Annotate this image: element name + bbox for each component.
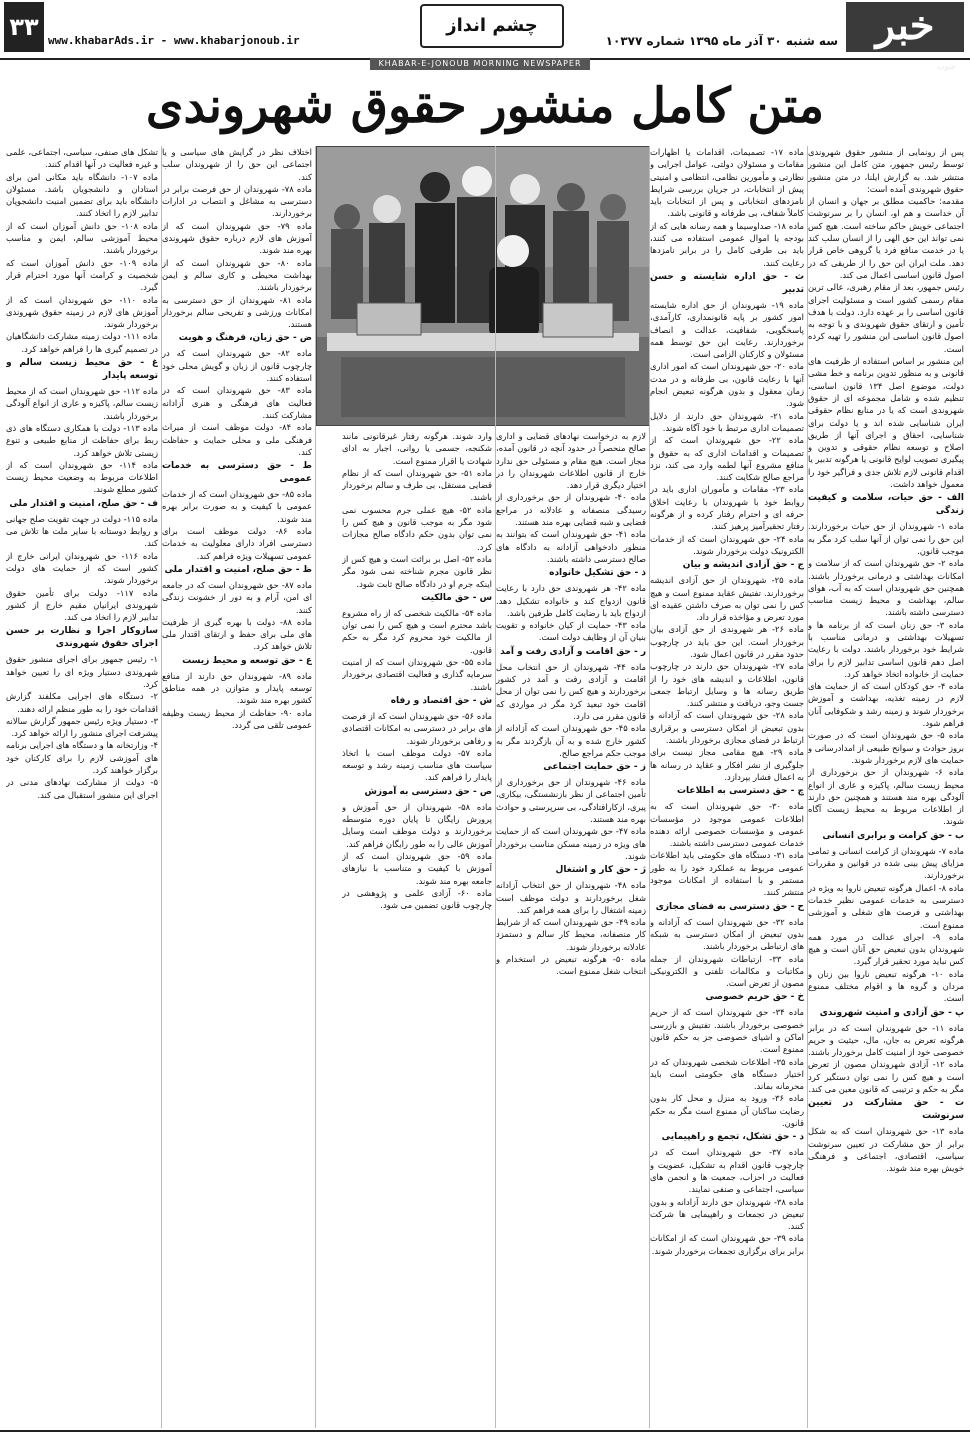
bottom-rule	[0, 1430, 970, 1432]
article-paragraph: ماده ۶۰- آزادی علمی و پژوهشی در چارچوب قانون تضمین می شود.	[342, 887, 492, 911]
text-column-2	[650, 146, 804, 1428]
section-subheading: پ - حق آزادی و امنیت شهروندی	[819, 1007, 964, 1018]
article-paragraph: ماده ۴۲- هر شهروندی حق دارد با رعایت قانون ازدواج کند و خانواده تشکیل دهد. ازدواج باید با رضایت کامل طرفین باشد.	[496, 583, 646, 618]
section-subheading: د - حق تشکل، تجمع و راهپیمایی	[661, 1132, 804, 1143]
text-column-5	[162, 146, 312, 1428]
article-paragraph: ماده ۱۳- حق شهروندان است که به شکل برابر از حق مشارکت در تعیین سرنوشت سیاسی، اقتصادی، اجتماعی و فرهنگی خویش بهره مند شوند.	[808, 1126, 964, 1174]
article-paragraph: ماده ۵۵- حق شهروندان است که از امنیت سرمایه گذاری و فعالیت اقتصادی برخوردار باشند.	[342, 657, 492, 692]
english-name-strip: KHABAR-E-JONOUB MORNING NEWSPAPER	[370, 58, 590, 70]
article-paragraph: ماده ۵۷- دولت موظف است با اتخاذ سیاست های مناسب زمینه رشد و توسعه پایدار را فراهم کند.	[342, 747, 492, 783]
article-paragraph: ماده ۲۷- شهروندان حق دارند در چارچوب قانون، اطلاعات و اندیشه های خود را از طریق رسانه ها و وسایل ارتباط جمعی جست وجو، دریافت و منتشر کنند.	[650, 661, 804, 709]
article-paragraph: ماده ۴۷- حق شهروندان است که از حمایت های ویژه در زمینه مسکن مناسب برخوردار شوند.	[496, 826, 646, 861]
column-divider	[315, 146, 316, 1428]
article-paragraph: ماده ۳- حق زنان است که از برنامه ها و تسهیلات بهداشتی و درمانی مناسب با شرایط خود برخوردار باشند. دولت با رعایت اصل دهم قانون اساسی تدابیر لازم را برای حمایت از خانواده اتخاذ خواهد کرد.	[808, 619, 964, 679]
section-subheading: ض - حق زبان، فرهنگ و هویت	[178, 333, 312, 344]
section-subheading: ث - حق اداره شایسته و حسن تدبیر	[650, 271, 804, 295]
section-subheading: ص - حق دسترسی به آموزش	[364, 786, 492, 797]
section-subheading: ف - حق صلح، امنیت و اقتدار ملی	[9, 498, 158, 509]
article-paragraph: ماده ۲۸- حق شهروندان است که آزادانه و بدون تبعیض از امکان دسترسی و برقراری ارتباط در فضای مجازی برخوردار باشند.	[650, 710, 804, 746]
article-paragraph: ماده ۱۱۷- دولت برای تأمین حقوق شهروندی ایرانیان مقیم خارج از کشور تدابیر لازم را اتخاذ می کند.	[6, 587, 158, 623]
article-paragraph: رئیس جمهور، بعد از مقام رهبری، عالی ترین مقام رسمی کشور است و مسئولیت اجرای قانون اساسی را بر عهده دارد. دولت با هدف تأمین و ارتقای حقوق شهروندی و با توجه به اصول قانون اساسی این منشور را تهیه کرده است.	[808, 282, 964, 354]
article-paragraph: این منشور بر اساس استفاده از ظرفیت های قانونی و به منظور تدوین برنامه و خط مشی دولت، موضوع اصل ۱۳۴ قانون اساسی، تنظیم شده و شامل مجموعه ای از حقوق شهروندی است که یا در منابع نظام حقوقی ایران شناسایی شده اند و یا دولت برای شناسایی، احقاق و اجرای آنها از طریق اصلاح و توسعه نظام حقوقی و تدوین و پیگیری تصویب لوایح قانونی یا هرگونه تدبیر یا اقدام قانونی لازم تلاش جدی و فراگیر خود را معمول خواهد داشت.	[808, 356, 964, 490]
page-number: ۳۳	[4, 2, 44, 52]
article-paragraph: ماده ۷۹- حق شهروندان است که از آموزش های لازم درباره حقوق شهروندی بهره مند شوند.	[162, 220, 312, 256]
article-paragraph: ماده ۲۳- مقامات و مأموران اداری باید در روابط خود با شهروندان با رعایت اخلاق حرفه ای و احترام رفتار کرده و از هرگونه رفتار تحقیرآمیز پرهیز کنند.	[650, 484, 804, 532]
article-paragraph: ۵- دولت از مشارکت نهادهای مدنی در اجرای این منشور استقبال می کند.	[6, 777, 158, 800]
section-subheading: ش - حق اقتصاد و رفاه	[390, 695, 492, 706]
article-paragraph: ماده ۸- اعمال هرگونه تبعیض ناروا به ویژه در دسترسی به خدمات عمومی نظیر خدمات بهداشتی و فرصت های شغلی و آموزشی ممنوع است.	[808, 882, 964, 930]
article-paragraph: ماده ۸۵- حق شهروندان است که از خدمات عمومی با کیفیت و به صورت برابر بهره مند شوند.	[162, 489, 312, 524]
logo-text: خبر	[875, 2, 935, 49]
section-subheading: ب - حق کرامت و برابری انسانی	[822, 830, 964, 841]
section-subheading: غ - حق محیط زیست سالم و توسعه پایدار	[6, 358, 158, 382]
section-subheading: ز - حق حمایت اجتماعی	[543, 762, 646, 773]
article-paragraph: ۴- وزارتخانه ها و دستگاه های اجرایی برنامه های آموزشی لازم را برای کارکنان خود برگزار خواهند کرد.	[6, 740, 158, 776]
article-paragraph: ماده ۸۸- دولت با بهره گیری از ظرفیت های ملی برای حفظ و ارتقای اقتدار ملی تلاش خواهد کرد.	[162, 616, 312, 652]
article-paragraph: ۳- دستیار ویژه رئیس جمهور گزارش سالانه پیشرفت اجرای منشور را ارائه خواهد کرد.	[6, 715, 158, 739]
article-paragraph: ماده ۱۲- آزادی شهروندان مصون از تعرض است و هیچ کس را نمی توان دستگیر کرد مگر به حکم و ترتیبی که قانون معین می کند.	[808, 1059, 964, 1095]
photo-illustration	[317, 147, 649, 425]
website-urls[interactable]: www.khabarAds.ir - www.khabarjonoub.ir	[48, 34, 300, 47]
article-paragraph: ماده ۸۲- حق شهروندان است که در چارچوب قانون از زبان و گویش محلی خود استفاده کنند.	[162, 348, 312, 384]
section-subheading: س - حق مالکیت	[421, 592, 492, 603]
article-paragraph: ماده ۹- اجرای عدالت در مورد همه شهروندان بدون تبعیض حق آنان است و هیچ کس نباید مورد تحقیر قرار گیرد.	[808, 931, 964, 967]
article-paragraph: تشکل های صنفی، سیاسی، اجتماعی، علمی و غیره فعالیت در آنها اقدام کنند.	[6, 147, 158, 170]
article-paragraph: ماده ۴۳- حمایت از کیان خانواده و تقویت بنیان آن از وظایف دولت است.	[496, 620, 646, 643]
newspaper-logo[interactable]	[846, 2, 964, 71]
article-paragraph: ماده ۴۴- شهروندان از حق انتخاب محل اقامت و آزادی رفت و آمد در کشور برخوردارند و هیچ کس را نمی توان از محل اقامت خود تبعید کرد مگر در مواردی که قانون مقرر می دارد.	[496, 661, 646, 721]
text-column-6	[6, 146, 158, 1428]
text-column-4	[342, 430, 492, 1428]
article-paragraph: ماده ۳۳- ارتباطات شهروندان از جمله مکاتبات و مکالمات تلفنی و الکترونیکی مصون از تعرض است.	[650, 953, 804, 989]
section-subheading: ت - حق مشارکت در تعیین سرنوشت	[808, 1098, 964, 1122]
article-paragraph: ماده ۵۳- اصل بر برائت است و هیچ کس از نظر قانون مجرم شناخته نمی شود مگر اینکه جرم او در دادگاه صالح ثابت شود.	[342, 553, 492, 589]
article-paragraph: ماده ۳۲- حق شهروندان است که آزادانه و بدون تبعیض از امکان دسترسی به شبکه های ارتباطی برخوردار باشند.	[650, 916, 804, 952]
article-paragraph: ماده ۱۸- صداوسیما و همه رسانه هایی که از بودجه یا اموال عمومی استفاده می کنند، باید بی طرفی کامل را در برابر نامزدها رعایت کنند.	[650, 220, 804, 268]
article-paragraph: ماده ۸۱- شهروندان از حق دسترسی به امکانات ورزشی و تفریحی سالم برخوردار هستند.	[162, 294, 312, 330]
article-paragraph: ماده ۱۱۱- دولت زمینه مشارکت دانشگاهیان در تصمیم گیری ها را فراهم خواهد کرد.	[6, 331, 158, 354]
text-column-3	[496, 430, 646, 1428]
section-subheading: ج - حق آزادی اندیشه و بیان	[682, 560, 804, 571]
article-paragraph: ماده ۵۴- مالکیت شخصی که از راه مشروع باشد محترم است و هیچ کس را نمی توان از مالکیت خود محروم کرد مگر به حکم قانون.	[342, 607, 492, 655]
article-paragraph: ماده ۱۱۴- حق شهروندان است که از اطلاعات مربوط به وضعیت محیط زیست کشور مطلع شوند.	[6, 459, 158, 495]
article-paragraph: ماده ۴۰- شهروندان از حق برخورداری از رسیدگی منصفانه و عادلانه در مراجع قضایی و شبه قضایی بهره مند هستند.	[496, 492, 646, 528]
article-paragraph: ماده ۴۶- شهروندان از حق برخورداری از تأمین اجتماعی از نظر بازنشستگی، بیکاری، پیری، ازکارافتادگی، بی سرپرستی و حوادث بهره مند هستند.	[496, 777, 646, 825]
article-paragraph: ماده ۵۹- حق شهروندان است که از آموزش با کیفیت و متناسب با نیازهای جامعه بهره مند شوند.	[342, 850, 492, 886]
article-paragraph: ماده ۳۵- اطلاعات شخصی شهروندان که در اختیار دستگاه های حکومتی است باید محرمانه بماند.	[650, 1056, 804, 1092]
article-paragraph: ماده ۵- حق شهروندان است که در صورت بروز حوادث و سوانح طبیعی از امدادرسانی و حمایت های لازم برخوردار شوند.	[808, 730, 964, 765]
article-paragraph: ماده ۱۷- تصمیمات، اقدامات یا اظهارات مقامات و مسئولان دولتی، عوامل اجرایی و نظارتی و مأمورین نظامی، انتظامی و امنیتی پیش از انتخابات، در جریان بررسی شرایط نامزدهای انتخاباتی و پس از انتخابات باید کاملاً شفاف، بی طرفانه و قانونی باشد.	[650, 147, 804, 219]
article-paragraph: ماده ۳۴- حق شهروندان است که از حریم خصوصی برخوردار باشند. تفتیش و بازرسی اماکن و اشیای خصوصی جز به حکم قانون ممنوع است.	[650, 1007, 804, 1055]
article-paragraph: ماده ۳۸- شهروندان حق دارند آزادانه و بدون تبعیض در تجمعات و راهپیمایی ها شرکت کنند.	[650, 1196, 804, 1232]
article-paragraph: ماده ۱۹- شهروندان از حق اداره شایسته امور کشور بر پایه قانونمداری، کارآمدی، پاسخگویی، شفافیت، عدالت و انصاف برخوردارند. رعایت این حق توسط همه مسئولان و کارکنان الزامی است.	[650, 299, 804, 360]
section-subheading: ط - حق دسترسی به خدمات عمومی	[162, 461, 312, 485]
article-paragraph: ماده ۸۷- حق شهروندان است که در جامعه ای امن، آرام و به دور از خشونت زندگی کنند.	[162, 579, 312, 615]
article-paragraph: ماده ۳۰- حق شهروندان است که به اطلاعات عمومی موجود در مؤسسات عمومی و مؤسسات خصوصی ارائه دهنده خدمات عمومی دسترسی داشته باشند.	[650, 801, 804, 849]
article-paragraph: ماده ۲۵- شهروندان از حق آزادی اندیشه برخوردارند. تفتیش عقاید ممنوع است و هیچ کس را نمی توان به صرف داشتن عقیده ای مورد تعرض و مؤاخذه قرار داد.	[650, 575, 804, 623]
article-paragraph: ماده ۱- شهروندان از حق حیات برخوردارند. این حق را نمی توان از آنها سلب کرد مگر به موجب قانون.	[808, 521, 964, 556]
article-paragraph: ماده ۱۰۹- حق دانش آموزان است که شخصیت و کرامت آنها مورد احترام قرار گیرد.	[6, 257, 158, 293]
article-paragraph: ماده ۴۹- حق شهروندان است که از شرایط کار منصفانه، محیط کار سالم و دستمزد عادلانه برخوردار شوند.	[496, 917, 646, 952]
article-paragraph: ماده ۶- شهروندان از حق برخورداری از محیط زیست سالم، پاکیزه و عاری از انواع آلودگی بهره مند هستند و همچنین حق دارند از اطلاعات مربوط به محیط زیست آگاه شوند.	[808, 767, 964, 827]
section-subheading: چ - حق دسترسی به اطلاعات	[677, 786, 804, 797]
article-paragraph: ماده ۲۶- هر شهروندی از حق آزادی بیان برخوردار است. این حق باید در چارچوب حدود مقرر در قانون اعمال شود.	[650, 624, 804, 659]
article-paragraph: ماده ۷۸- شهروندان از حق فرصت برابر در دسترسی به مشاغل و انتصاب در ادارات برخوردارند.	[162, 183, 312, 219]
article-paragraph: ماده ۴۵- حق شهروندان است که آزادانه از کشور خارج شده و به آن بازگردند مگر به موجب حکم مراجع صالح.	[496, 723, 646, 758]
section-subheading: ذ - حق تشکیل خانواده	[549, 568, 646, 579]
article-paragraph: ماده ۳۱- دستگاه های حکومتی باید اطلاعات عمومی مربوط به عملکرد خود را به طور مستمر و با استفاده از امکانات موجود منتشر کنند.	[650, 850, 804, 898]
section-subheading: سازوکار اجرا و نظارت بر حسن اجرای حقوق شهروندی	[6, 626, 158, 650]
article-paragraph: ماده ۲۲- حق شهروندان است که از تصمیمات و اقدامات اداری که به حقوق و منافع مشروع آنها لطمه وارد می کند، نزد مراجع صالح شکایت کنند.	[650, 435, 804, 483]
article-paragraph: ماده ۳۷- حق شهروندان است که در چارچوب قانون اقدام به تشکیل، عضویت و فعالیت در احزاب، جمعیت ها و انجمن های سیاسی، اجتماعی و صنفی نمایند.	[650, 1147, 804, 1195]
article-paragraph: ماده ۱۰- هرگونه تبعیض ناروا بین زنان و مردان و گروه ها و اقوام مختلف ممنوع است.	[808, 968, 964, 1004]
article-paragraph: ۲- دستگاه های اجرایی مکلفند گزارش اقدامات خود را به طور منظم ارائه دهند.	[6, 691, 158, 714]
article-paragraph: ماده ۲۱- شهروندان حق دارند از دلایل تصمیمات اداری مرتبط با خود آگاه شوند.	[650, 410, 804, 433]
article-paragraph: ماده ۸۹- شهروندان حق دارند از منافع توسعه پایدار و متوازن در همه مناطق کشور بهره مند شوند.	[162, 670, 312, 706]
section-subheading: ر - حق اقامت و آزادی رفت و آمد	[500, 646, 646, 657]
ceremony-photo	[316, 146, 650, 426]
article-paragraph: وارد شوند. هرگونه رفتار غیرقانونی مانند شکنجه، جسمی یا روانی، اجبار به ادای شهادت یا اقرار ممنوع است.	[342, 431, 492, 466]
issue-date-line: سه شنبه ۳۰ آذر ماه ۱۳۹۵ شماره ۱۰۳۷۷	[605, 34, 838, 48]
article-paragraph: ماده ۸۴- دولت موظف است از میراث فرهنگی ملی و محلی حمایت و حفاظت کند.	[162, 422, 312, 457]
article-paragraph: مقدمه: حاکمیت مطلق بر جهان و انسان از آن خداست و هم او، انسان را بر سرنوشت اجتماعی خویش حاکم ساخته است. هیچ کس نمی تواند این حق الهی را از انسان سلب کند یا در خدمت منافع فرد یا گروهی خاص قرار دهد. ملت ایران این حق را از طریقی که در اصول قانون اساسی اعمال می کند.	[808, 196, 964, 280]
article-paragraph: ماده ۴۱- حق شهروندان است که بتوانند به منظور دادخواهی آزادانه به دادگاه های صالح دسترسی داشته باشند.	[496, 529, 646, 564]
section-subheading: خ - حق حریم خصوصی	[705, 992, 804, 1003]
article-paragraph: ماده ۱۱۵- دولت در جهت تقویت صلح جهانی و روابط دوستانه با سایر ملت ها تلاش می کند.	[6, 513, 158, 549]
article-paragraph: ماده ۳۶- ورود به منزل و محل کار بدون رضایت ساکنان آن ممنوع است مگر به حکم قانون.	[650, 1093, 804, 1129]
article-paragraph: ماده ۵۲- هیچ عملی جرم محسوب نمی شود مگر به موجب قانون و هیچ کس را نمی توان بدون حکم دادگاه صالح مجازات کرد.	[342, 504, 492, 552]
article-paragraph: ماده ۵۰- هرگونه تبعیض در استخدام و انتخاب شغل ممنوع است.	[496, 953, 646, 977]
article-paragraph: ماده ۴- حق کودکان است که از حمایت های لازم در زمینه تغذیه، بهداشت و آموزش برخوردار شوند و زمینه رشد و شکوفایی آنان فراهم شود.	[808, 681, 964, 729]
article-paragraph: پس از رونمایی از منشور حقوق شهروندی توسط رئیس جمهور، متن کامل این منشور منتشر شد. به گزارش ایلنا، در متن منشور حقوق شهروندی آمده است:	[808, 147, 964, 194]
logo-subtitle: جنوب	[936, 61, 956, 71]
article-paragraph: ماده ۱۱۲- حق شهروندان است که از محیط زیست سالم، پاکیزه و عاری از انواع آلودگی برخوردار باشند.	[6, 386, 158, 421]
article-paragraph: ماده ۵۶- حق شهروندان است که از فرصت های برابر در دسترسی به امکانات اقتصادی و رفاهی برخوردار شوند.	[342, 710, 492, 746]
section-subheading: ژ - حق کار و اشتغال	[555, 865, 646, 876]
article-paragraph: ماده ۲۰- حق شهروندان است که امور اداری آنها با رعایت قانون، بی طرفانه و در مدت زمان معقول و بدون هرگونه تبعیض انجام شود.	[650, 361, 804, 409]
article-paragraph: ماده ۷- شهروندان از کرامت انسانی و تمامی مزایای پیش بینی شده در قوانین و مقررات برخوردارند.	[808, 845, 964, 881]
article-paragraph: ماده ۵۱- حق شهروندان است که از نظام قضایی مستقل، بی طرف و سالم برخوردار باشند.	[342, 467, 492, 503]
article-paragraph: ماده ۲- حق شهروندان است که از سلامت و امکانات بهداشتی و درمانی برخوردار باشند. همچنین حق شهروندان است که به آب، هوای سالم، بهداشت و محیط زیست مناسب دسترسی داشته باشند.	[808, 558, 964, 618]
article-paragraph: ماده ۵۸- شهروندان از حق آموزش و پرورش رایگان تا پایان دوره متوسطه برخوردارند و دولت موظف است وسایل آموزش عالی را به طور رایگان فراهم کند.	[342, 801, 492, 849]
section-subheading: ع - حق توسعه و محیط زیست	[182, 655, 312, 666]
article-paragraph: اختلاف نظر در گرایش های سیاسی و یا اجتماعی این حق را از شهروندان سلب کند.	[162, 147, 312, 182]
article-paragraph: ماده ۹۰- حفاظت از محیط زیست وظیفه عمومی تلقی می گردد.	[162, 707, 312, 730]
text-column-1	[808, 146, 964, 1428]
article-paragraph: ماده ۱۰۸- حق دانش آموزان است که از محیط آموزشی سالم، ایمن و مناسب برخوردار باشند.	[6, 220, 158, 256]
section-title: چشم انداز	[420, 4, 564, 48]
article-paragraph: لازم به درخواست نهادهای قضایی و اداری صالح منحصراً در حدود آنچه در قانون آمده، مجاز است. هیچ مقام و مسئولی حق ندارد خارج از قانون اطلاعات شهروندان را در اختیار دیگری قرار دهد.	[496, 431, 646, 491]
article-paragraph: ماده ۱۱۰- حق شهروندان است که از آموزش های لازم در زمینه حقوق شهروندی برخوردار شوند.	[6, 294, 158, 330]
article-paragraph: ماده ۳۹- حق شهروندان است که از امکانات برابر برای برگزاری تجمعات برخوردار شوند.	[650, 1233, 804, 1256]
article-paragraph: ۱- رئیس جمهور برای اجرای منشور حقوق شهروندی دستیار ویژه ای را تعیین خواهد کرد.	[6, 654, 158, 689]
article-paragraph: ماده ۲۹- هیچ مقامی مجاز نیست برای جلوگیری از نشر افکار و عقاید در رسانه ها به اعمال فشار بپردازد.	[650, 747, 804, 782]
article-paragraph: ماده ۲۴- حق شهروندان است که از خدمات الکترونیک دولت برخوردار شوند.	[650, 533, 804, 556]
section-subheading: ح - حق دسترسی به فضای مجازی	[655, 901, 804, 912]
article-paragraph: ماده ۱۰۷- دانشگاه باید مکانی امن برای استادان و دانشجویان باشد. مسئولان دانشگاه باید برای تضمین امنیت دانشجویان تدابیر لازم را اتخاذ کنند.	[6, 171, 158, 219]
article-paragraph: ماده ۱۱۶- حق شهروندان ایرانی خارج از کشور است که از حمایت های دولت برخوردار شوند.	[6, 550, 158, 586]
article-paragraph: ماده ۴۸- شهروندان از حق انتخاب آزادانه شغل برخوردارند و دولت موظف است زمینه اشتغال را برای همه فراهم کند.	[496, 880, 646, 915]
section-subheading: الف - حق حیات، سلامت و کیفیت زندگی	[808, 493, 964, 517]
section-subheading: ظ - حق صلح، امنیت و اقتدار ملی	[164, 564, 312, 575]
article-paragraph: ماده ۱۱۳- دولت با همکاری دستگاه های ذی ربط برای حفاظت از منابع طبیعی و تنوع زیستی تلاش خواهد کرد.	[6, 422, 158, 458]
article-paragraph: ماده ۸۶- دولت موظف است برای دسترسی افراد دارای معلولیت به خدمات عمومی تسهیلات ویژه فراهم کند.	[162, 526, 312, 561]
article-headline: متن کامل منشور حقوق شهروندی	[145, 78, 825, 134]
article-paragraph: ماده ۱۱- حق شهروندان است که در برابر هرگونه تعرض به جان، مال، حیثیت و حریم خصوصی خود از امنیت کامل برخوردار باشند.	[808, 1022, 964, 1058]
article-paragraph: ماده ۸۰- حق شهروندان است که از بهداشت محیطی و کاری سالم و ایمن برخوردار باشند.	[162, 257, 312, 293]
article-paragraph: ماده ۸۳- حق شهروندان است که در فعالیت های فرهنگی و هنری آزادانه مشارکت کنند.	[162, 385, 312, 420]
